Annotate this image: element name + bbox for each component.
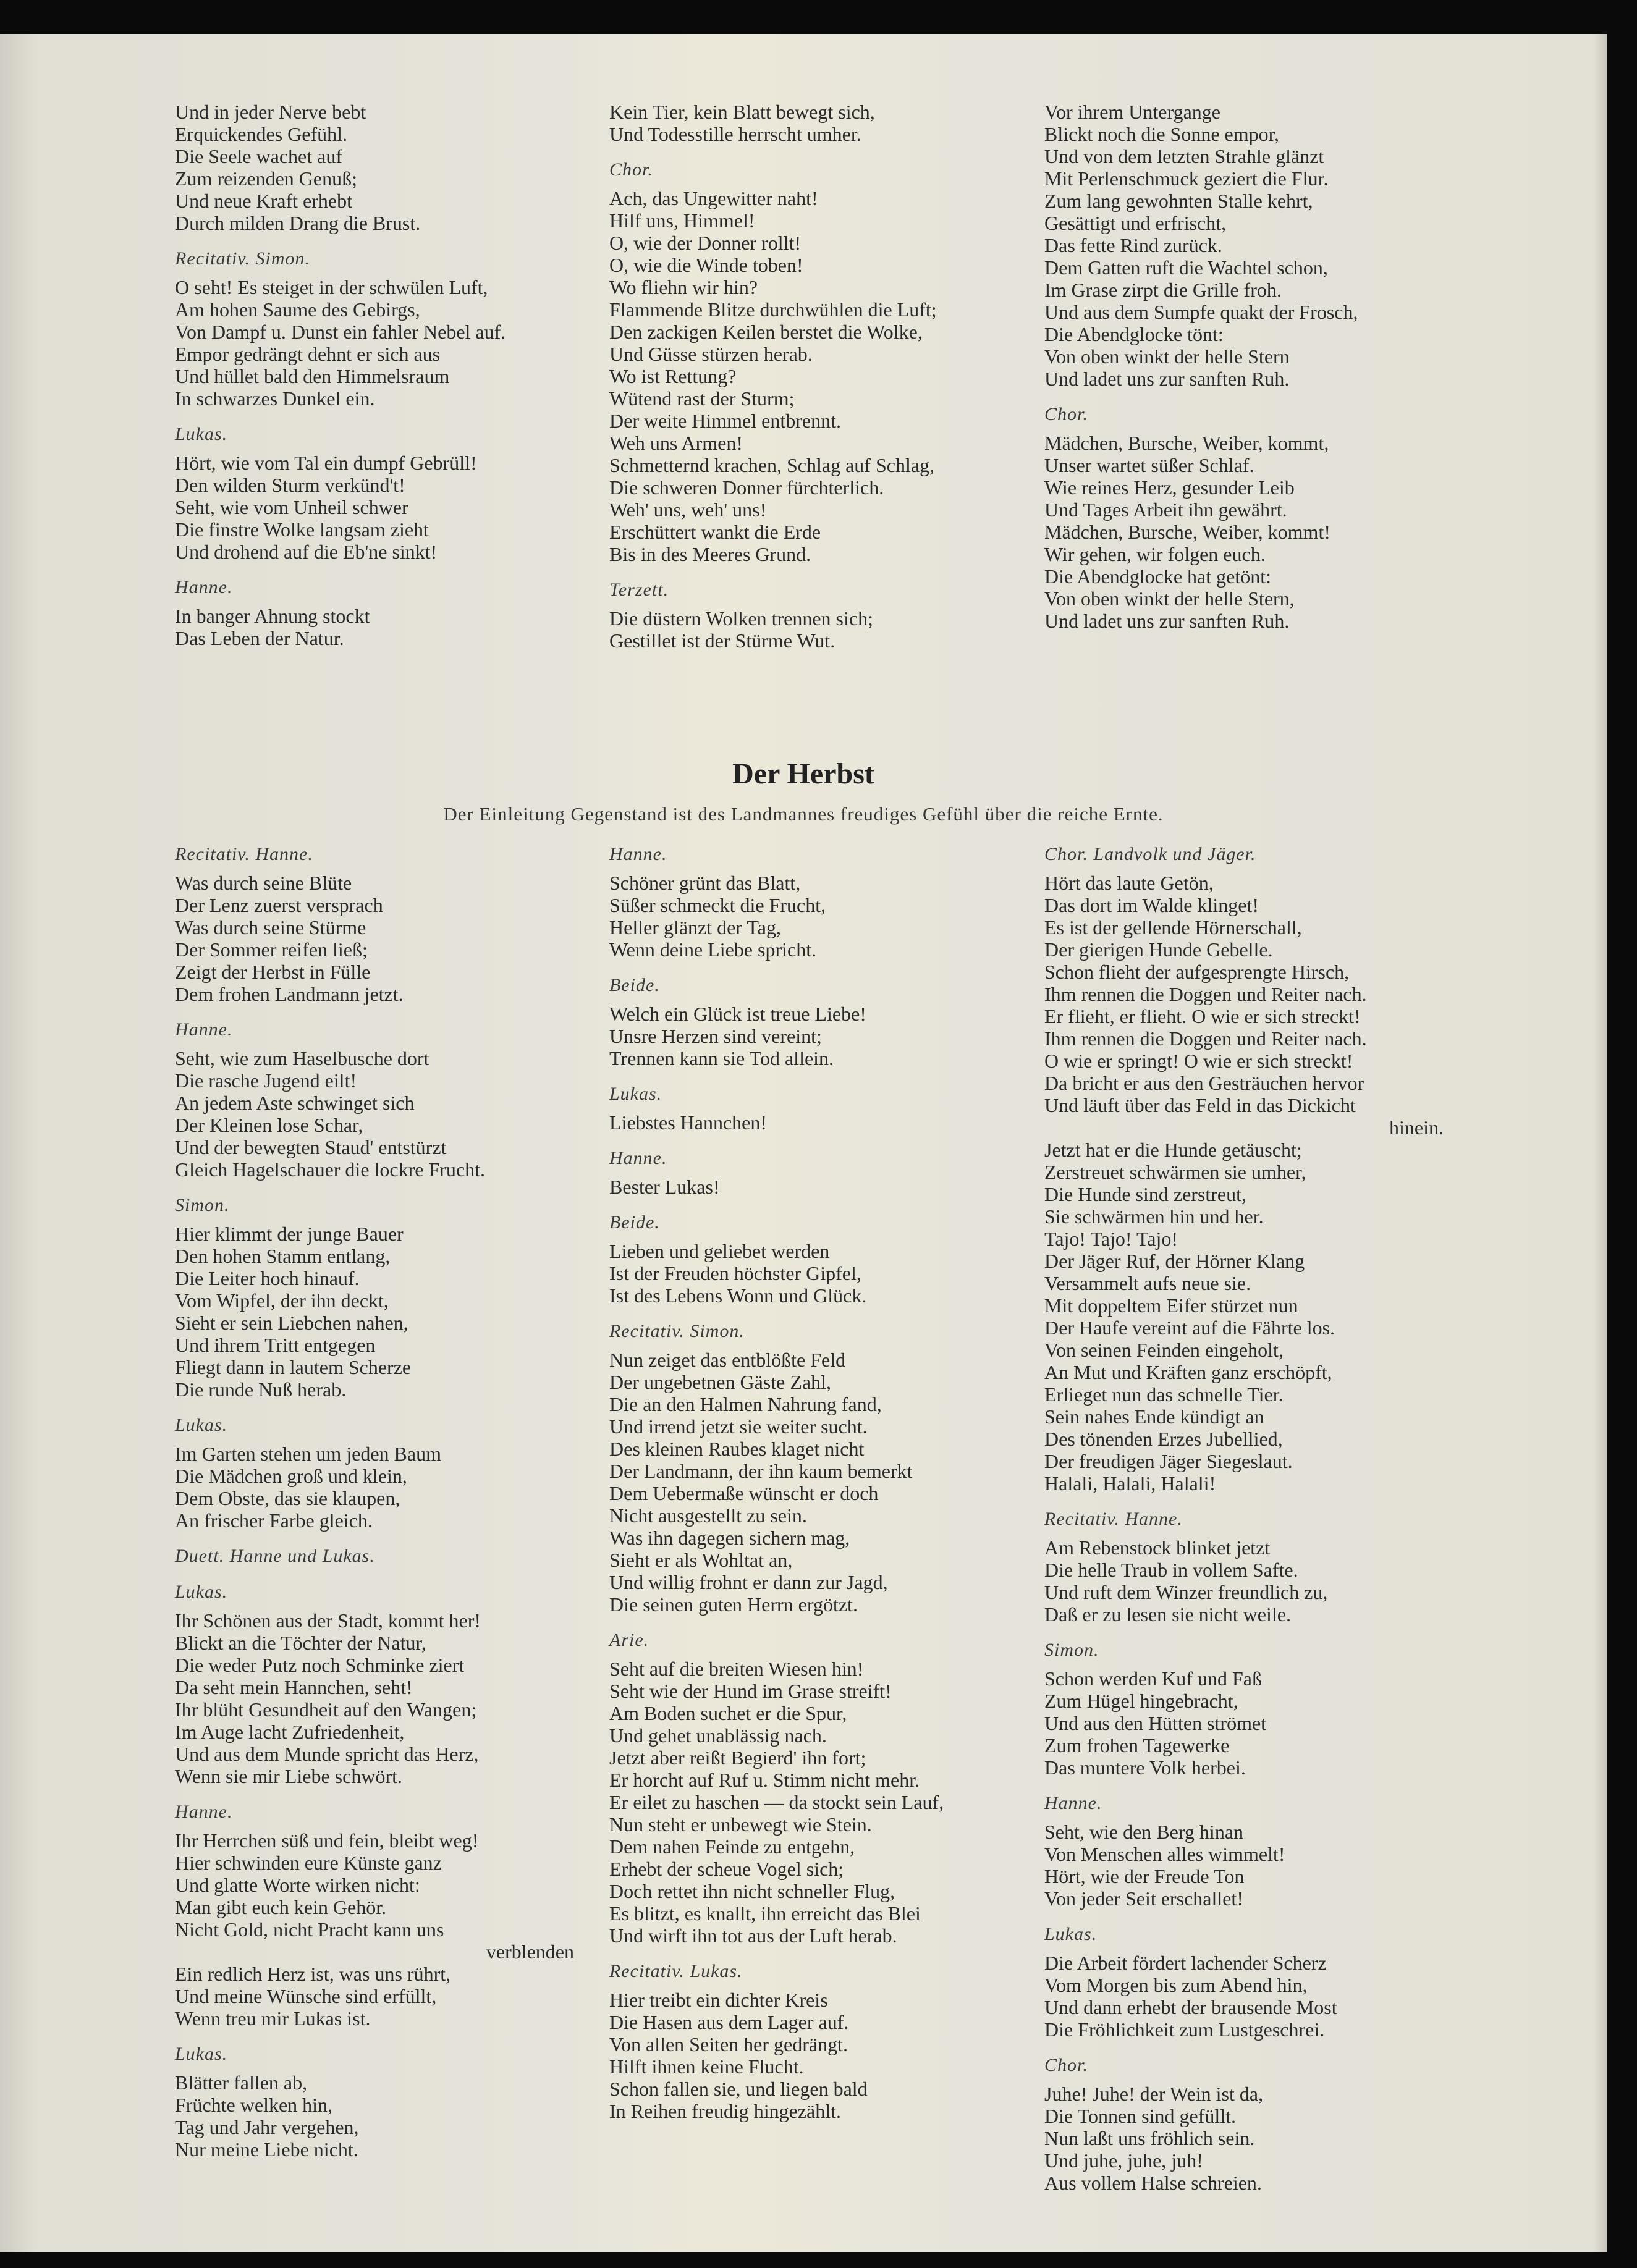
speaker-heading: Recitativ. Hanne. bbox=[1044, 1509, 1183, 1529]
speaker-heading: Lukas. bbox=[175, 424, 228, 444]
speaker-heading: Hanne. bbox=[609, 1148, 667, 1168]
verse-line: Ist der Freuden höchster Gipfel, bbox=[609, 1262, 861, 1284]
verse-line: O seht! Es steiget in der schwülen Luft, bbox=[175, 276, 488, 298]
verse-line: Bis in des Meeres Grund. bbox=[609, 543, 811, 565]
speaker-heading: Lukas. bbox=[175, 1582, 228, 1602]
verse-line: Und aus dem Sumpfe quakt der Frosch, bbox=[1044, 301, 1358, 323]
verse-line: An jedem Aste schwinget sich bbox=[175, 1092, 415, 1114]
verse-line: Und hüllet bald den Himmelsraum bbox=[175, 365, 450, 387]
verse-line: Juhe! Juhe! der Wein ist da, bbox=[1044, 2083, 1264, 2105]
verse-line: Nun steht er unbewegt wie Stein. bbox=[609, 1813, 872, 1836]
verse-line: Schmetternd krachen, Schlag auf Schlag, bbox=[609, 454, 935, 476]
section-title: Der Herbst bbox=[732, 757, 874, 790]
verse-line: Ihm rennen die Doggen und Reiter nach. bbox=[1044, 1027, 1367, 1050]
verse-line: Zerstreuet schwärmen sie umher, bbox=[1044, 1161, 1306, 1183]
speaker-heading: Lukas. bbox=[175, 2044, 228, 2064]
verse-line: Trennen kann sie Tod allein. bbox=[609, 1047, 834, 1069]
verse-line: Der weite Himmel entbrennt. bbox=[609, 410, 841, 432]
verse-line: Aus vollem Halse schreien. bbox=[1044, 2172, 1262, 2194]
verse-line: Nicht Gold, nicht Pracht kann uns bbox=[175, 1918, 444, 1941]
top-column-3 bbox=[1044, 101, 1452, 632]
herbst-column-1 bbox=[175, 843, 583, 2161]
verse-line: Die rasche Jugend eilt! bbox=[175, 1069, 357, 1092]
verse-line: Die schweren Donner fürchterlich. bbox=[609, 476, 884, 499]
verse-line: Und Todesstille herrscht umher. bbox=[609, 123, 861, 145]
speaker-heading: Chor. Landvolk und Jäger. bbox=[1044, 844, 1256, 864]
verse-line: Das Leben der Natur. bbox=[175, 627, 344, 649]
verse-line: Wenn treu mir Lukas ist. bbox=[175, 2007, 371, 2030]
verse-line: Gestillet ist der Stürme Wut. bbox=[609, 630, 835, 652]
verse-line: Wo fliehn wir hin? bbox=[609, 276, 758, 298]
verse-line: Süßer schmeckt die Frucht, bbox=[609, 894, 826, 916]
verse-line: Von Dampf u. Dunst ein fahler Nebel auf. bbox=[175, 321, 506, 343]
speaker-heading: Recitativ. Lukas. bbox=[609, 1961, 743, 1981]
verse-line: Und ladet uns zur sanften Ruh. bbox=[1044, 610, 1290, 632]
verse-line: Jetzt aber reißt Begierd' ihn fort; bbox=[609, 1747, 866, 1769]
verse-line: Der Haufe vereint auf die Fährte los. bbox=[1044, 1317, 1335, 1339]
verse-line: Vom Wipfel, der ihn deckt, bbox=[175, 1289, 389, 1312]
verse-line: Blickt noch die Sonne empor, bbox=[1044, 123, 1279, 145]
verse-line: Lieben und geliebet werden bbox=[609, 1240, 830, 1262]
verse-line: Und willig frohnt er dann zur Jagd, bbox=[609, 1571, 888, 1593]
verse-line: Schöner grünt das Blatt, bbox=[609, 872, 801, 894]
verse-line: Und wirft ihn tot aus der Luft herab. bbox=[609, 1924, 897, 1947]
speaker-heading: Hanne. bbox=[175, 1802, 233, 1822]
verse-line: Die Fröhlichkeit zum Lustgeschrei. bbox=[1044, 2018, 1325, 2041]
verse-line: Erschüttert wankt die Erde bbox=[609, 521, 821, 543]
verse-line: Es ist der gellende Hörnerschall, bbox=[1044, 916, 1302, 938]
verse-line: Tag und Jahr vergehen, bbox=[175, 2116, 359, 2138]
verse-line: In schwarzes Dunkel ein. bbox=[175, 387, 375, 410]
verse-line: Mit Perlenschmuck geziert die Flur. bbox=[1044, 167, 1329, 190]
verse-line: Dem frohen Landmann jetzt. bbox=[175, 983, 404, 1005]
verse-line: Blickt an die Töchter der Natur, bbox=[175, 1632, 426, 1654]
verse-line: Hört das laute Getön, bbox=[1044, 872, 1214, 894]
verse-line: Liebstes Hannchen! bbox=[609, 1111, 768, 1134]
verse-line: Der gierigen Hunde Gebelle. bbox=[1044, 938, 1273, 961]
verse-line: Die weder Putz noch Schminke ziert bbox=[175, 1654, 465, 1676]
verse-line: Die finstre Wolke langsam zieht bbox=[175, 518, 429, 541]
speaker-heading: Chor. bbox=[609, 159, 653, 180]
verse-line: Des tönenden Erzes Jubellied, bbox=[1044, 1428, 1283, 1450]
speaker-heading: Recitativ. Hanne. bbox=[175, 844, 313, 864]
verse-line: Die runde Nuß herab. bbox=[175, 1378, 347, 1401]
verse-line: Das muntere Volk herbei. bbox=[1044, 1756, 1246, 1779]
speaker-heading: Lukas. bbox=[175, 1415, 228, 1435]
speaker-heading: Beide. bbox=[609, 975, 660, 995]
verse-line: Weh uns Armen! bbox=[609, 432, 743, 454]
verse-line: Nun laßt uns fröhlich sein. bbox=[1044, 2127, 1255, 2149]
verse-line: Und dann erhebt der brausende Most bbox=[1044, 1996, 1337, 2018]
verse-line: An Mut und Kräften ganz erschöpft, bbox=[1044, 1361, 1332, 1383]
top-column-1 bbox=[175, 101, 583, 649]
verse-line: Blätter fallen ab, bbox=[175, 2072, 308, 2094]
verse-line: Erquickendes Gefühl. bbox=[175, 123, 348, 145]
page-edge-shadow bbox=[1593, 34, 1607, 2252]
verse-line: Ihr Herrchen süß und fein, bleibt weg! bbox=[175, 1829, 479, 1852]
verse-line: Wenn deine Liebe spricht. bbox=[609, 938, 817, 961]
verse-line: Und ruft dem Winzer freundlich zu, bbox=[1044, 1581, 1328, 1603]
verse-line: Des kleinen Raubes klaget nicht bbox=[609, 1438, 865, 1460]
verse-line: Die an den Halmen Nahrung fand, bbox=[609, 1393, 882, 1415]
verse-line: Die Abendglocke hat getönt: bbox=[1044, 565, 1272, 588]
verse-line: Den hohen Stamm entlang, bbox=[175, 1245, 391, 1267]
verse-line: Die Abendglocke tönt: bbox=[1044, 323, 1224, 345]
verse-line: Hört, wie vom Tal ein dumpf Gebrüll! bbox=[175, 452, 477, 474]
verse-line: Und drohend auf die Eb'ne sinkt! bbox=[175, 541, 438, 563]
verse-line: Vom Morgen bis zum Abend hin, bbox=[1044, 1974, 1308, 1996]
verse-line: Tajo! Tajo! Tajo! bbox=[1044, 1228, 1178, 1250]
verse-line: Da bricht er aus den Gesträuchen hervor bbox=[1044, 1072, 1364, 1094]
verse-line: Was ihn dagegen sichern mag, bbox=[609, 1527, 850, 1549]
verse-line: Die Tonnen sind gefüllt. bbox=[1044, 2105, 1237, 2127]
page-sheet bbox=[0, 34, 1607, 2252]
verse-line: Der Jäger Ruf, der Hörner Klang bbox=[1044, 1250, 1305, 1272]
verse-line: Ein redlich Herz ist, was uns rührt, bbox=[175, 1963, 451, 1985]
verse-line: Und der bewegten Staud' entstürzt bbox=[175, 1136, 447, 1158]
verse-line: Und irrend jetzt sie weiter sucht. bbox=[609, 1415, 868, 1438]
verse-line: Daß er zu lesen sie nicht weile. bbox=[1044, 1603, 1291, 1625]
verse-line: Die düstern Wolken trennen sich; bbox=[609, 607, 873, 630]
verse-line: Schon werden Kuf und Faß bbox=[1044, 1667, 1262, 1690]
verse-line: Seht auf die breiten Wiesen hin! bbox=[609, 1658, 864, 1680]
verse-line: O, wie die Winde toben! bbox=[609, 254, 803, 276]
verse-line: Dem nahen Feinde zu entgehn, bbox=[609, 1836, 855, 1858]
verse-line: Am hohen Saume des Gebirgs, bbox=[175, 298, 420, 321]
verse-line: Seht, wie vom Unheil schwer bbox=[175, 496, 408, 518]
verse-line: Wo ist Rettung? bbox=[609, 365, 737, 387]
verse-line: Wütend rast der Sturm; bbox=[609, 387, 795, 410]
verse-line: Und glatte Worte wirken nicht: bbox=[175, 1874, 420, 1896]
speaker-heading: Recitativ. Simon. bbox=[175, 248, 310, 269]
verse-line: Weh' uns, weh' uns! bbox=[609, 499, 767, 521]
verse-line: Der freudigen Jäger Siegeslaut. bbox=[1044, 1450, 1293, 1472]
verse-line: Doch rettet ihn nicht schneller Flug, bbox=[609, 1880, 895, 1902]
verse-line: Die Arbeit fördert lachender Scherz bbox=[1044, 1952, 1327, 1974]
verse-line: Der Kleinen lose Schar, bbox=[175, 1114, 363, 1136]
verse-line: Da seht mein Hannchen, seht! bbox=[175, 1676, 413, 1698]
speaker-heading: Lukas. bbox=[609, 1084, 662, 1104]
verse-line: Mädchen, Bursche, Weiber, kommt! bbox=[1044, 521, 1330, 543]
verse-line: Es blitzt, es knallt, ihn erreicht das Blei bbox=[609, 1902, 921, 1924]
verse-line: Den zackigen Keilen berstet die Wolke, bbox=[609, 321, 923, 343]
verse-line: Das fette Rind zurück. bbox=[1044, 234, 1222, 256]
verse-line: Mädchen, Bursche, Weiber, kommt, bbox=[1044, 432, 1329, 454]
verse-line: Die Leiter hoch hinauf. bbox=[175, 1267, 360, 1289]
verse-line: Hört, wie der Freude Ton bbox=[1044, 1865, 1245, 1887]
verse-line: Die helle Traub in vollem Safte. bbox=[1044, 1559, 1298, 1581]
verse-line: Durch milden Drang die Brust. bbox=[175, 212, 421, 234]
speaker-heading: Hanne. bbox=[609, 844, 667, 864]
verse-line: Seht, wie den Berg hinan bbox=[1044, 1821, 1244, 1843]
verse-line: Erlieget nun das schnelle Tier. bbox=[1044, 1383, 1284, 1406]
verse-line: Den wilden Sturm verkünd't! bbox=[175, 474, 405, 496]
verse-line: Jetzt hat er die Hunde getäuscht; bbox=[1044, 1139, 1302, 1161]
verse-line: Und meine Wünsche sind erfüllt, bbox=[175, 1985, 437, 2007]
verse-line: Ihm rennen die Doggen und Reiter nach. bbox=[1044, 983, 1367, 1005]
verse-line: Von jeder Seit erschallet! bbox=[1044, 1887, 1243, 1910]
verse-line: Ihr Schönen aus der Stadt, kommt her! bbox=[175, 1609, 481, 1632]
verse-line: Zeigt der Herbst in Fülle bbox=[175, 961, 371, 983]
verse-line: Kein Tier, kein Blatt bewegt sich, bbox=[609, 101, 875, 123]
verse-line: Sieht er als Wohltat an, bbox=[609, 1549, 793, 1571]
verse-line: Im Garten stehen um jeden Baum bbox=[175, 1443, 441, 1465]
verse-line: Halali, Halali, Halali! bbox=[1044, 1472, 1216, 1494]
verse-line: In banger Ahnung stockt bbox=[175, 605, 370, 627]
verse-line: Schon fallen sie, und liegen bald bbox=[609, 2078, 868, 2100]
verse-line: Sein nahes Ende kündigt an bbox=[1044, 1406, 1264, 1428]
verse-line: O wie er springt! O wie er sich streckt! bbox=[1044, 1050, 1353, 1072]
verse-line: Nun zeiget das entblößte Feld bbox=[609, 1349, 846, 1371]
verse-line: Dem Gatten ruft die Wachtel schon, bbox=[1044, 256, 1328, 279]
speaker-heading: Chor. bbox=[1044, 404, 1088, 424]
verse-line: Wie reines Herz, gesunder Leib bbox=[1044, 476, 1295, 499]
verse-line: Erhebt der scheue Vogel sich; bbox=[609, 1858, 844, 1880]
verse-line: Hier treibt ein dichter Kreis bbox=[609, 1989, 828, 2011]
verse-line: Ihr blüht Gesundheit auf den Wangen; bbox=[175, 1698, 477, 1721]
verse-line: Versammelt aufs neue sie. bbox=[1044, 1272, 1251, 1294]
verse-line: Zum reizenden Genuß; bbox=[175, 167, 357, 190]
verse-line: Und ihrem Tritt entgegen bbox=[175, 1334, 376, 1356]
verse-line: Sieht er sein Liebchen nahen, bbox=[175, 1312, 408, 1334]
verse-line: Gesättigt und erfrischt, bbox=[1044, 212, 1227, 234]
verse-line: Am Boden suchet er die Spur, bbox=[609, 1702, 847, 1724]
verse-line: Der ungebetnen Gäste Zahl, bbox=[609, 1371, 831, 1393]
verse-line: Der Lenz zuerst versprach bbox=[175, 894, 383, 916]
page-fold-shadow bbox=[0, 34, 37, 2252]
verse-line: Und aus den Hütten strömet bbox=[1044, 1712, 1267, 1734]
verse-line: Die Mädchen groß und klein, bbox=[175, 1465, 407, 1487]
speaker-heading: Beide. bbox=[609, 1212, 660, 1233]
verse-line: Von Menschen alles wimmelt! bbox=[1044, 1843, 1285, 1865]
verse-line: Wenn sie mir Liebe schwört. bbox=[175, 1765, 402, 1787]
verse-line: Hier klimmt der junge Bauer bbox=[175, 1223, 404, 1245]
verse-line: Von allen Seiten her gedrängt. bbox=[609, 2033, 848, 2055]
speaker-heading: Terzett. bbox=[609, 580, 669, 600]
verse-line: Und aus dem Munde spricht das Herz, bbox=[175, 1743, 479, 1765]
verse-line: Zum lang gewohnten Stalle kehrt, bbox=[1044, 190, 1313, 212]
verse-line: Und neue Kraft erhebt bbox=[175, 190, 352, 212]
verse-line: Hilf uns, Himmel! bbox=[609, 209, 755, 232]
verse-line: In Reihen freudig hingezählt. bbox=[609, 2100, 841, 2122]
verse-line: Er flieht, er flieht. O wie er sich streckt! bbox=[1044, 1005, 1361, 1027]
verse-line: Und in jeder Nerve bebt bbox=[175, 101, 366, 123]
speaker-heading: Simon. bbox=[175, 1195, 230, 1215]
top-column-2 bbox=[609, 101, 1017, 652]
verse-line: Und läuft über das Feld in das Dickicht bbox=[1044, 1094, 1356, 1116]
verse-line: Flammende Blitze durchwühlen die Luft; bbox=[609, 298, 937, 321]
verse-line: Empor gedrängt dehnt er sich aus bbox=[175, 343, 441, 365]
verse-line: Unsre Herzen sind vereint; bbox=[609, 1025, 822, 1047]
verse-line: hinein. bbox=[1389, 1116, 1444, 1139]
verse-line: An frischer Farbe gleich. bbox=[175, 1509, 373, 1532]
verse-line: Dem Uebermaße wünscht er doch bbox=[609, 1482, 879, 1504]
verse-line: Schon flieht der aufgesprengte Hirsch, bbox=[1044, 961, 1350, 983]
verse-line: Und juhe, juhe, juh! bbox=[1044, 2149, 1203, 2172]
verse-line: Hier schwinden eure Künste ganz bbox=[175, 1852, 442, 1874]
verse-line: Und ladet uns zur sanften Ruh. bbox=[1044, 368, 1290, 390]
verse-line: Welch ein Glück ist treue Liebe! bbox=[609, 1003, 866, 1025]
verse-line: Im Auge lacht Zufriedenheit, bbox=[175, 1721, 405, 1743]
verse-line: Hilft ihnen keine Flucht. bbox=[609, 2055, 804, 2078]
verse-line: Was durch seine Blüte bbox=[175, 872, 352, 894]
verse-line: Von oben winkt der helle Stern, bbox=[1044, 588, 1295, 610]
verse-line: Er horcht auf Ruf u. Stimm nicht mehr. bbox=[609, 1769, 920, 1791]
herbst-column-3 bbox=[1044, 843, 1452, 2194]
verse-line: Unser wartet süßer Schlaf. bbox=[1044, 454, 1254, 476]
verse-line: Wir gehen, wir folgen euch. bbox=[1044, 543, 1266, 565]
verse-line: Zum Hügel hingebracht, bbox=[1044, 1690, 1238, 1712]
verse-line: Ach, das Ungewitter naht! bbox=[609, 187, 818, 209]
verse-line: Dem Obste, das sie klaupen, bbox=[175, 1487, 400, 1509]
verse-line: Heller glänzt der Tag, bbox=[609, 916, 781, 938]
verse-line: Am Rebenstock blinket jetzt bbox=[1044, 1537, 1271, 1559]
verse-line: Was durch seine Stürme bbox=[175, 916, 366, 938]
verse-line: Und gehet unablässig nach. bbox=[609, 1724, 827, 1747]
verse-line: Das dort im Walde klinget! bbox=[1044, 894, 1259, 916]
verse-line: Die seinen guten Herrn ergötzt. bbox=[609, 1593, 858, 1616]
speaker-heading: Lukas. bbox=[1044, 1924, 1098, 1944]
speaker-heading: Duett. Hanne und Lukas. bbox=[175, 1546, 375, 1566]
verse-line: Im Grase zirpt die Grille froh. bbox=[1044, 279, 1282, 301]
herbst-column-2 bbox=[609, 843, 1017, 2122]
verse-line: Der Landmann, der ihn kaum bemerkt bbox=[609, 1460, 913, 1482]
speaker-heading: Simon. bbox=[1044, 1640, 1099, 1660]
verse-line: Seht wie der Hund im Grase streift! bbox=[609, 1680, 892, 1702]
speaker-heading: Recitativ. Simon. bbox=[609, 1321, 745, 1341]
speaker-heading: Hanne. bbox=[1044, 1793, 1102, 1813]
verse-line: Mit doppeltem Eifer stürzet nun bbox=[1044, 1294, 1298, 1317]
verse-line: Seht, wie zum Haselbusche dort bbox=[175, 1047, 429, 1069]
verse-line: Die Hunde sind zerstreut, bbox=[1044, 1183, 1247, 1205]
speaker-heading: Chor. bbox=[1044, 2055, 1088, 2075]
verse-line: Und Güsse stürzen herab. bbox=[609, 343, 813, 365]
verse-line: Die Seele wachet auf bbox=[175, 145, 342, 167]
verse-line: Fliegt dann in lautem Scherze bbox=[175, 1356, 412, 1378]
verse-line: Gleich Hagelschauer die lockre Frucht. bbox=[175, 1158, 486, 1181]
verse-line: Die Hasen aus dem Lager auf. bbox=[609, 2011, 849, 2033]
verse-line: Sie schwärmen hin und her. bbox=[1044, 1205, 1264, 1228]
speaker-heading: Hanne. bbox=[175, 1019, 233, 1040]
verse-line: Er eilet zu haschen — da stockt sein Lauf, bbox=[609, 1791, 944, 1813]
verse-line: Nur meine Liebe nicht. bbox=[175, 2138, 358, 2161]
verse-line: Zum frohen Tagewerke bbox=[1044, 1734, 1230, 1756]
verse-line: verblenden bbox=[486, 1941, 574, 1963]
speaker-heading: Arie. bbox=[609, 1630, 649, 1650]
section-subtitle: Der Einleitung Gegenstand ist des Landmannes freudiges Gefühl über die reiche Ernte. bbox=[443, 803, 1164, 825]
verse-line: Ist des Lebens Wonn und Glück. bbox=[609, 1284, 867, 1307]
verse-line: Der Sommer reifen ließ; bbox=[175, 938, 368, 961]
verse-line: Vor ihrem Untergange bbox=[1044, 101, 1220, 123]
speaker-heading: Hanne. bbox=[175, 577, 233, 597]
verse-line: Und Tages Arbeit ihn gewährt. bbox=[1044, 499, 1287, 521]
verse-line: Von oben winkt der helle Stern bbox=[1044, 345, 1290, 368]
verse-line: Nicht ausgestellt zu sein. bbox=[609, 1504, 807, 1527]
verse-line: O, wie der Donner rollt! bbox=[609, 232, 802, 254]
verse-line: Von seinen Feinden eingeholt, bbox=[1044, 1339, 1284, 1361]
verse-line: Man gibt euch kein Gehör. bbox=[175, 1896, 387, 1918]
verse-line: Bester Lukas! bbox=[609, 1176, 720, 1198]
verse-line: Früchte welken hin, bbox=[175, 2094, 333, 2116]
verse-line: Und von dem letzten Strahle glänzt bbox=[1044, 145, 1324, 167]
